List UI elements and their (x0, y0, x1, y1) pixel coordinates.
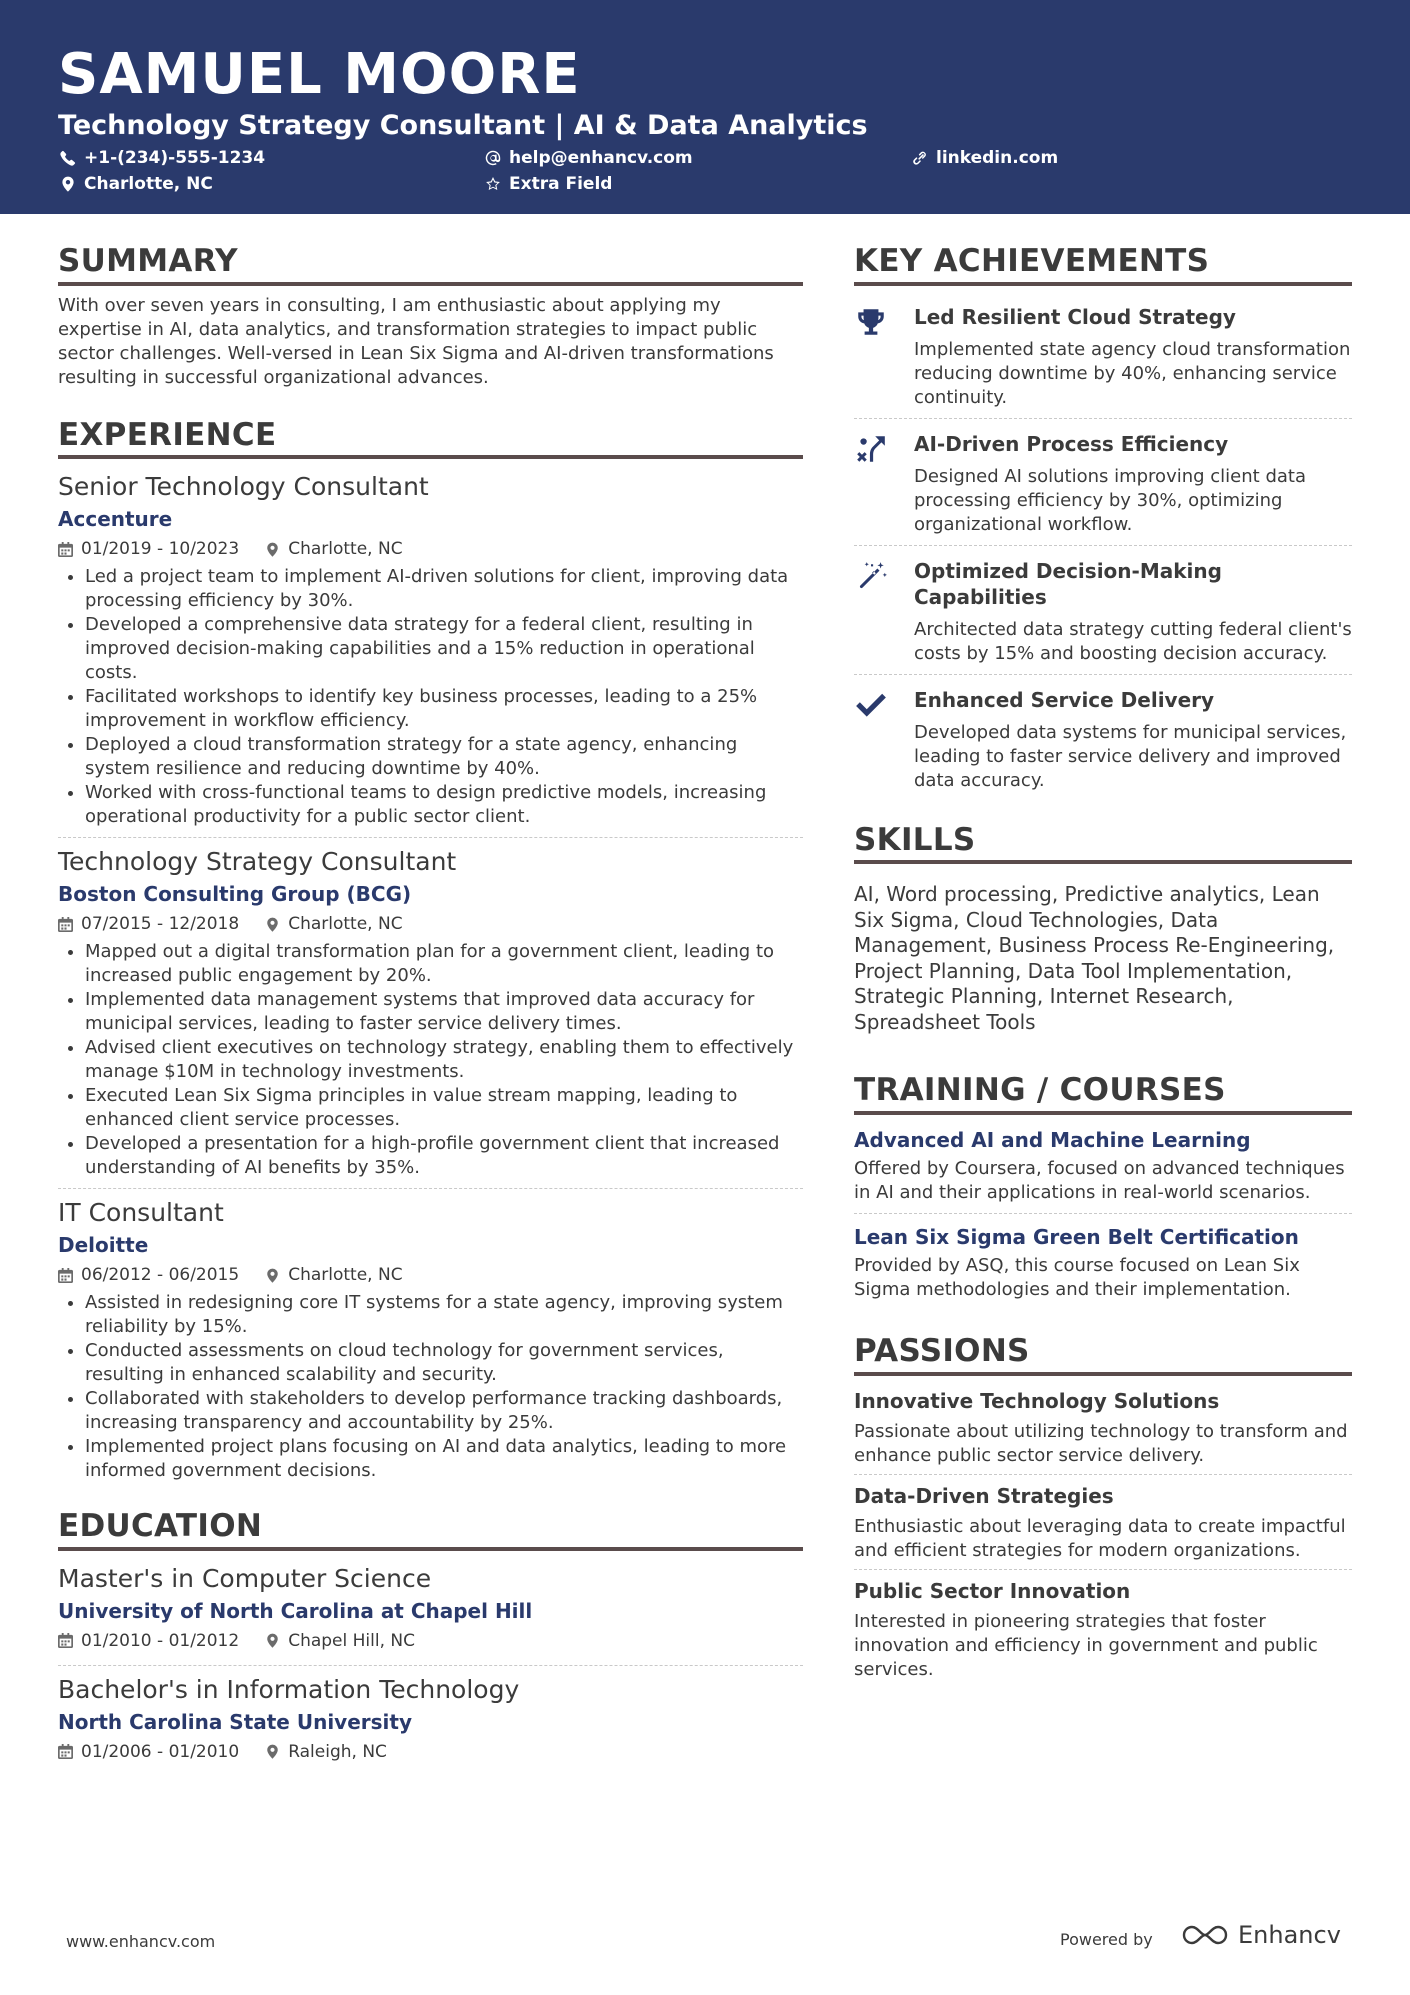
job-bullet: • Mapped out a digital transformation plan for a government client, leading to increased public engagement by 20%. (85, 940, 803, 988)
email-text: help@enhancv.com (509, 148, 693, 168)
enhancv-logo-text: Enhancv (1238, 1921, 1341, 1949)
job-bullet: • Collaborated with stakeholders to develop performance tracking dashboards, increasing transparency and accountability by 25%. (85, 1387, 803, 1435)
job-location-wrap (265, 539, 402, 559)
education-dates: 01/2010 - 01/2012 (81, 1630, 240, 1651)
checkmark-icon (854, 689, 888, 723)
enhancv-logo[interactable] (1180, 1921, 1341, 1949)
summary-heading: SUMMARY (58, 244, 803, 286)
education-section (58, 1509, 803, 1776)
achievement-icon-wrap (854, 431, 914, 537)
job-dates: 07/2015 - 12/2018 (81, 914, 240, 935)
course-desc: Provided by ASQ, this course focused on Lean Six Sigma methodologies and their implementation. (854, 1254, 1300, 1300)
achievement-body (914, 687, 1352, 793)
location-pin-icon (265, 1268, 280, 1283)
contact-location (60, 174, 213, 194)
job-company: Deloitte (58, 1233, 149, 1258)
job-entry (58, 471, 803, 838)
achievement-body (914, 558, 1352, 666)
job-bullet: • Deployed a cloud transformation strategy for a state agency, enhancing system resilience and reducing downtime by 40%. (85, 733, 803, 781)
achievement-body (914, 431, 1352, 537)
contact-extra (485, 174, 612, 194)
passion-title: Innovative Technology Solutions (854, 1388, 1220, 1413)
job-bullet: • Conducted assessments on cloud technology for government services, resulting in enhanced scalability and security. (85, 1339, 803, 1387)
calendar-icon (58, 1268, 73, 1283)
left-column (58, 244, 803, 1784)
achievement-title: Optimized Decision-Making Capabilities (914, 558, 1222, 609)
achievement-icon-wrap (854, 558, 914, 666)
achievement-body (914, 304, 1352, 410)
achievement-title: Led Resilient Cloud Strategy (914, 304, 1236, 329)
job-meta (58, 1263, 803, 1287)
achievement-title: Enhanced Service Delivery (914, 687, 1215, 712)
job-bullet: • Worked with cross-functional teams to design predictive models, increasing operational productivity for a public sector client. (85, 781, 803, 829)
job-meta (58, 537, 803, 561)
job-role: IT Consultant (58, 1198, 224, 1228)
job-dates: 06/2012 - 06/2015 (81, 1265, 240, 1286)
job-location-wrap (265, 914, 402, 934)
calendar-icon (58, 917, 73, 932)
job-bullets (58, 1291, 803, 1483)
job-location: Charlotte, NC (288, 1265, 403, 1286)
footer-powered-by: Powered by (1060, 1930, 1153, 1949)
skills-text: AI, Word processing, Predictive analytics, Lean Six Sigma, Cloud Technologies, Data Management, Business Process Re-Engineering, Project Planning, Data Tool Implementation, Strategic Planning, Internet Research, Spreadsheet Tools (854, 882, 1335, 1034)
education-meta (58, 1629, 803, 1653)
experience-section (58, 418, 803, 1492)
achievements-heading: KEY ACHIEVEMENTS (854, 244, 1352, 286)
job-bullet: • Executed Lean Six Sigma principles in value stream mapping, leading to enhanced client service processes. (85, 1084, 803, 1132)
job-location: Charlotte, NC (288, 539, 403, 560)
candidate-title: Technology Strategy Consultant | AI & Data Analytics (58, 110, 868, 141)
course-item (854, 1224, 1352, 1310)
job-bullets (58, 940, 803, 1180)
link-icon (912, 150, 928, 166)
achievement-title: AI-Driven Process Efficiency (914, 431, 1229, 456)
achievement-icon-wrap (854, 687, 914, 793)
passion-item (854, 1388, 1352, 1475)
course-title: Lean Six Sigma Green Belt Certification (854, 1224, 1299, 1249)
extra-text: Extra Field (509, 174, 613, 194)
magic-wand-icon (854, 560, 888, 594)
job-role: Technology Strategy Consultant (58, 847, 457, 877)
location-text: Charlotte, NC (84, 174, 213, 194)
right-column (854, 244, 1352, 1696)
job-location: Charlotte, NC (288, 914, 403, 935)
education-degree: Master's in Computer Science (58, 1563, 432, 1593)
course-title: Advanced AI and Machine Learning (854, 1127, 1251, 1152)
passions-heading: PASSIONS (854, 1334, 1352, 1376)
achievement-item (854, 552, 1352, 675)
job-entry (58, 846, 803, 1189)
passion-item (854, 1578, 1352, 1688)
job-bullet: • Developed a presentation for a high-profile government client that increased understanding of AI benefits by 35%. (85, 1132, 803, 1180)
phone-icon (60, 150, 76, 166)
passion-title: Data-Driven Strategies (854, 1483, 1114, 1508)
passion-title: Public Sector Innovation (854, 1578, 1131, 1603)
location-pin-icon (60, 176, 76, 192)
job-bullet: • Assisted in redesigning core IT systems for a state agency, improving system reliability by 15%. (85, 1291, 803, 1339)
achievement-desc: Architected data strategy cutting federal client's costs by 15% and boosting decision accuracy. (914, 618, 1352, 664)
job-bullet: • Developed a comprehensive data strategy for a federal client, resulting in improved decision-making capabilities and a 15% reduction in operational costs. (85, 613, 803, 685)
footer-url[interactable]: www.enhancv.com (66, 1932, 216, 1951)
passions-section (854, 1334, 1352, 1688)
passion-item (854, 1483, 1352, 1570)
training-heading: TRAINING / COURSES (854, 1073, 1352, 1115)
contact-phone[interactable] (60, 148, 265, 168)
resume-header (0, 0, 1410, 214)
calendar-icon (58, 542, 73, 557)
achievement-desc: Developed data systems for municipal services, leading to faster service delivery and improved data accuracy. (914, 721, 1347, 791)
course-desc: Offered by Coursera, focused on advanced techniques in AI and their applications in real-world scenarios. (854, 1157, 1345, 1203)
job-bullet: • Facilitated workshops to identify key business processes, leading to a 25% improvement in workflow efficiency. (85, 685, 803, 733)
achievements-section (854, 244, 1352, 801)
education-entry (58, 1563, 803, 1666)
education-school: University of North Carolina at Chapel Hill (58, 1598, 533, 1623)
passion-desc: Passionate about utilizing technology to transform and enhance public sector service delivery. (854, 1420, 1348, 1466)
enhancv-logo-icon (1180, 1921, 1230, 1949)
education-location: Raleigh, NC (288, 1741, 387, 1762)
contact-email[interactable] (485, 148, 693, 168)
achievement-desc: Designed AI solutions improving client data processing efficiency by 30%, optimizing organizational workflow. (914, 465, 1306, 535)
location-pin-icon (265, 542, 280, 557)
job-bullet: • Implemented data management systems that improved data accuracy for municipal services, leading to faster service delivery times. (85, 988, 803, 1036)
at-icon (485, 150, 501, 166)
education-degree: Bachelor's in Information Technology (58, 1674, 520, 1704)
location-pin-icon (265, 1633, 280, 1648)
passion-desc: Interested in pioneering strategies that foster innovation and efficiency in government and public services. (854, 1610, 1318, 1680)
education-dates: 01/2006 - 01/2010 (81, 1741, 240, 1762)
calendar-icon (58, 1744, 73, 1759)
education-meta (58, 1740, 803, 1764)
job-bullet: • Advised client executives on technology strategy, enabling them to effectively manage $10M in technology investments. (85, 1036, 803, 1084)
job-location-wrap (265, 1265, 402, 1285)
summary-section (58, 244, 803, 390)
education-location: Chapel Hill, NC (288, 1630, 415, 1651)
link-text: linkedin.com (936, 148, 1059, 168)
education-location-wrap (265, 1742, 387, 1762)
achievement-icon-wrap (854, 304, 914, 410)
candidate-name: SAMUEL MOORE (58, 42, 581, 107)
strategy-icon (854, 433, 888, 467)
job-dates: 01/2019 - 10/2023 (81, 539, 240, 560)
calendar-icon (58, 1633, 73, 1648)
job-bullet: • Led a project team to implement AI-driven solutions for client, improving data processing efficiency by 30%. (85, 565, 803, 613)
job-role: Senior Technology Consultant (58, 472, 429, 502)
skills-heading: SKILLS (854, 823, 1352, 865)
job-meta (58, 912, 803, 936)
trophy-icon (854, 306, 888, 340)
job-bullet: • Implemented project plans focusing on AI and data analytics, leading to more informed government decisions. (85, 1435, 803, 1483)
location-pin-icon (265, 917, 280, 932)
star-icon (485, 176, 501, 192)
experience-heading: EXPERIENCE (58, 418, 803, 460)
education-location-wrap (265, 1631, 415, 1651)
education-school: North Carolina State University (58, 1709, 412, 1734)
course-item (854, 1127, 1352, 1214)
achievement-desc: Implemented state agency cloud transformation reducing downtime by 40%, enhancing service continuity. (914, 338, 1351, 408)
job-entry (58, 1197, 803, 1491)
training-section (854, 1073, 1352, 1310)
passion-desc: Enthusiastic about leveraging data to create impactful and efficient strategies for modern organizations. (854, 1515, 1346, 1561)
education-heading: EDUCATION (58, 1509, 803, 1551)
job-company: Accenture (58, 507, 173, 532)
contact-link[interactable] (912, 148, 1058, 168)
achievement-item (854, 425, 1352, 546)
skills-section (854, 823, 1352, 1036)
job-bullets (58, 565, 803, 829)
education-entry (58, 1674, 803, 1776)
summary-text: With over seven years in consulting, I am enthusiastic about applying my expertise in AI, data analytics, and transformation strategies to impact public sector challenges. Well-versed in Lean Six Sigma and AI-driven transformations resulting in successful organizational advances. (58, 294, 774, 388)
location-pin-icon (265, 1744, 280, 1759)
job-company: Boston Consulting Group (BCG) (58, 882, 412, 907)
achievement-item (854, 298, 1352, 419)
phone-text: +1-(234)-555-1234 (84, 148, 266, 168)
achievement-item (854, 681, 1352, 801)
